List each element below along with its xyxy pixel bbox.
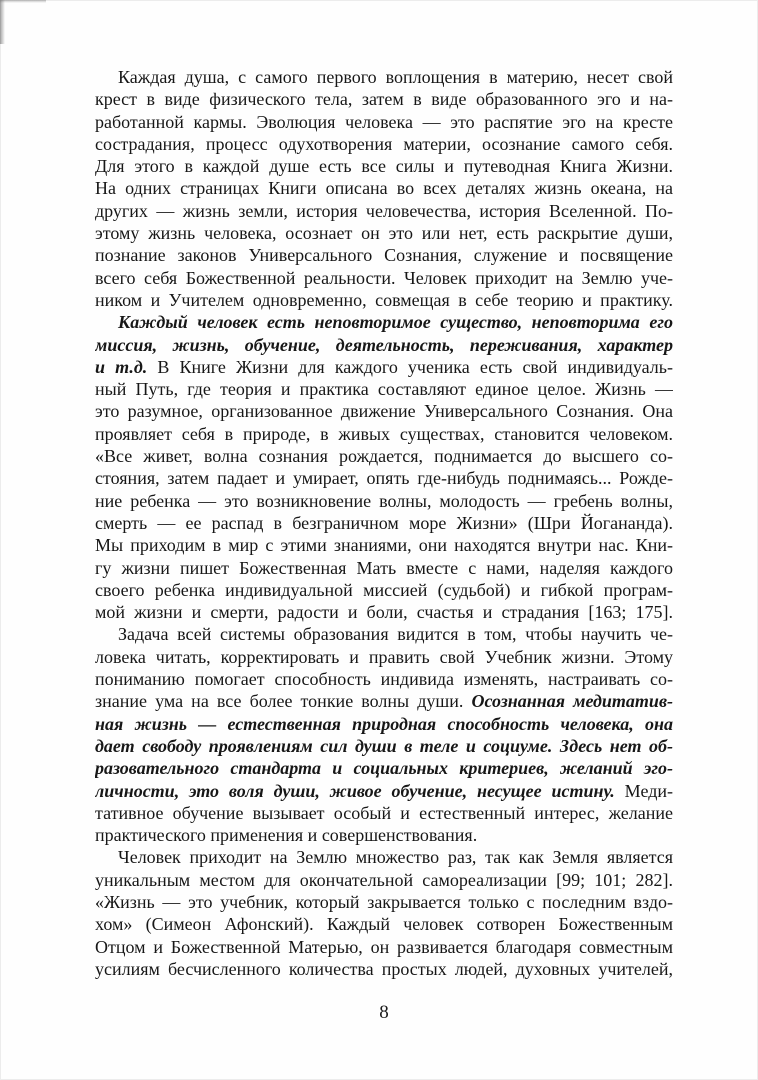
text-line bbox=[95, 958, 673, 980]
text-line bbox=[95, 802, 673, 824]
emphasis-text-run: Осознанная медитатив- bbox=[471, 691, 673, 712]
text-run: мой жизни и смерти, радости и боли, счастья и страдания [163; 175]. bbox=[95, 602, 673, 623]
text-run: проявляет себя в природе, в живых существах, становится человеком. bbox=[95, 423, 673, 444]
emphasis-text-run: дает свободу проявлениям сил души в теле и социуме. Здесь нет об- bbox=[95, 735, 673, 756]
scan-edge-artifact-left bbox=[0, 0, 5, 44]
text-line bbox=[95, 66, 673, 88]
text-line bbox=[95, 668, 673, 690]
text-line bbox=[95, 579, 673, 601]
text-line bbox=[95, 289, 673, 311]
text-line bbox=[95, 690, 673, 712]
text-run: хом» (Симеон Афонский). Каждый человек сотворен Божественным bbox=[95, 914, 673, 935]
emphasis-text-run: ная жизнь — естественная природная способность человека, она bbox=[95, 713, 673, 734]
text-line bbox=[95, 445, 673, 467]
text-run: гу жизни пишет Божественная Мать вместе с нами, наделяя каждого bbox=[95, 557, 673, 578]
text-run: смерть — ее распад в безграничном море Жизни» (Шри Йогананда). bbox=[95, 512, 673, 533]
text-line bbox=[95, 490, 673, 512]
text-line bbox=[95, 824, 673, 846]
text-run: других — жизнь земли, история человечества, история Вселенной. По- bbox=[95, 200, 673, 221]
text-run: сострадания, процесс одухотворения материи, осознание самого себя. bbox=[95, 133, 673, 154]
text-run: ловека читать, корректировать и править свой Учебник жизни. Этому bbox=[95, 646, 673, 667]
text-run: ником и Учителем одновременно, совмещая в себе теорию и практику. bbox=[95, 289, 673, 310]
text-line bbox=[95, 378, 673, 400]
text-line bbox=[95, 646, 673, 668]
text-line bbox=[95, 133, 673, 155]
text-line bbox=[95, 913, 673, 935]
text-run: знание ума на все более тонкие волны души. bbox=[95, 691, 472, 712]
text-line bbox=[95, 713, 673, 735]
emphasis-text-run: и т.д. bbox=[95, 356, 148, 377]
text-run: практического применения и совершенствования. bbox=[95, 825, 478, 846]
text-run: ние ребенка — это возникновение волны, молодость — гребень волны, bbox=[95, 490, 673, 511]
text-run: Меди- bbox=[614, 780, 673, 801]
text-run: Задача всей системы образования видится в том, чтобы научить че- bbox=[118, 624, 673, 645]
text-line bbox=[95, 311, 673, 333]
text-line bbox=[95, 423, 673, 445]
text-run: познание законов Универсального Сознания, служение и посвящение bbox=[95, 245, 673, 266]
text-line bbox=[95, 222, 673, 244]
text-run: Отцом и Божественной Матерью, он развивается благодаря совместным bbox=[95, 936, 673, 957]
emphasis-text-run: разовательного стандарта и социальных критериев, желаний эго- bbox=[95, 758, 673, 779]
text-line bbox=[95, 846, 673, 868]
text-line bbox=[95, 334, 673, 356]
text-run: В Книге Жизни для каждого ученика есть свой индивидуаль- bbox=[147, 356, 673, 377]
text-run: это разумное, организованное движение Универсального Сознания. Она bbox=[95, 401, 673, 422]
text-line bbox=[95, 757, 673, 779]
text-line bbox=[95, 869, 673, 891]
text-run: уникальным местом для окончательной самореализации [99; 101; 282]. bbox=[95, 869, 673, 890]
text-run: На одних страницах Книги описана во всех деталях жизнь океана, на bbox=[95, 178, 673, 199]
text-run: Каждая душа, с самого первого воплощения в материю, несет свой bbox=[118, 67, 673, 87]
emphasis-text-run: Каждый человек есть неповторимое существо, неповторима его bbox=[118, 312, 673, 333]
text-run: тативное обучение вызывает особый и естественный интерес, желание bbox=[95, 802, 673, 823]
text-line bbox=[95, 177, 673, 199]
text-run: Мы приходим в мир с этими знаниями, они находятся внутри нас. Кни- bbox=[95, 535, 673, 556]
text-line bbox=[95, 780, 673, 802]
text-run: крест в виде физического тела, затем в виде образованного эго и на- bbox=[95, 89, 673, 110]
text-run: своего ребенка индивидуальной миссией (судьбой) и гибкой програм- bbox=[95, 579, 673, 600]
text-line bbox=[95, 534, 673, 556]
page-number: 8 bbox=[379, 1002, 389, 1023]
text-line bbox=[95, 467, 673, 489]
text-line bbox=[95, 936, 673, 958]
text-line bbox=[95, 512, 673, 534]
text-run: Для этого в каждой душе есть все силы и путеводная Книга Жизни. bbox=[95, 156, 673, 177]
text-line bbox=[95, 155, 673, 177]
text-run: ный Путь, где теория и практика составляют единое целое. Жизнь — bbox=[95, 379, 673, 400]
text-line bbox=[95, 200, 673, 222]
text-line bbox=[95, 244, 673, 266]
text-line bbox=[95, 557, 673, 579]
text-line bbox=[95, 88, 673, 110]
text-run: «Жизнь — это учебник, который закрывается только с последним вздо- bbox=[95, 891, 673, 912]
page-text bbox=[95, 66, 673, 980]
emphasis-text-run: миссия, жизнь, обучение, деятельность, переживания, характер bbox=[95, 334, 673, 355]
scan-edge-artifact-top bbox=[0, 0, 46, 3]
text-run: пониманию помогает способность индивида изменять, настраивать со- bbox=[95, 669, 673, 690]
text-line bbox=[95, 267, 673, 289]
emphasis-text-run: личности, это воля души, живое обучение, несущее истину. bbox=[95, 780, 615, 801]
text-run: работанной кармы. Эволюция человека — это распятие эго на кресте bbox=[95, 111, 673, 132]
text-run: этому жизнь человека, осознает он это или нет, есть раскрытие души, bbox=[95, 223, 673, 244]
text-run: Человек приходит на Землю множество раз, так как Земля является bbox=[118, 847, 673, 868]
text-line bbox=[95, 601, 673, 623]
text-line bbox=[95, 891, 673, 913]
text-run: стояния, затем падает и умирает, опять где-нибудь поднимаясь... Рожде- bbox=[95, 468, 673, 489]
text-run: всего себя Божественной реальности. Человек приходит на Землю уче- bbox=[95, 267, 673, 288]
text-line bbox=[95, 111, 673, 133]
text-line bbox=[95, 623, 673, 645]
text-line bbox=[95, 356, 673, 378]
text-line bbox=[95, 400, 673, 422]
text-line bbox=[95, 735, 673, 757]
text-run: усилиям бесчисленного количества простых людей, духовных учителей, bbox=[95, 958, 673, 979]
text-run: «Все живет, волна сознания рождается, поднимается до высшего со- bbox=[95, 446, 673, 467]
